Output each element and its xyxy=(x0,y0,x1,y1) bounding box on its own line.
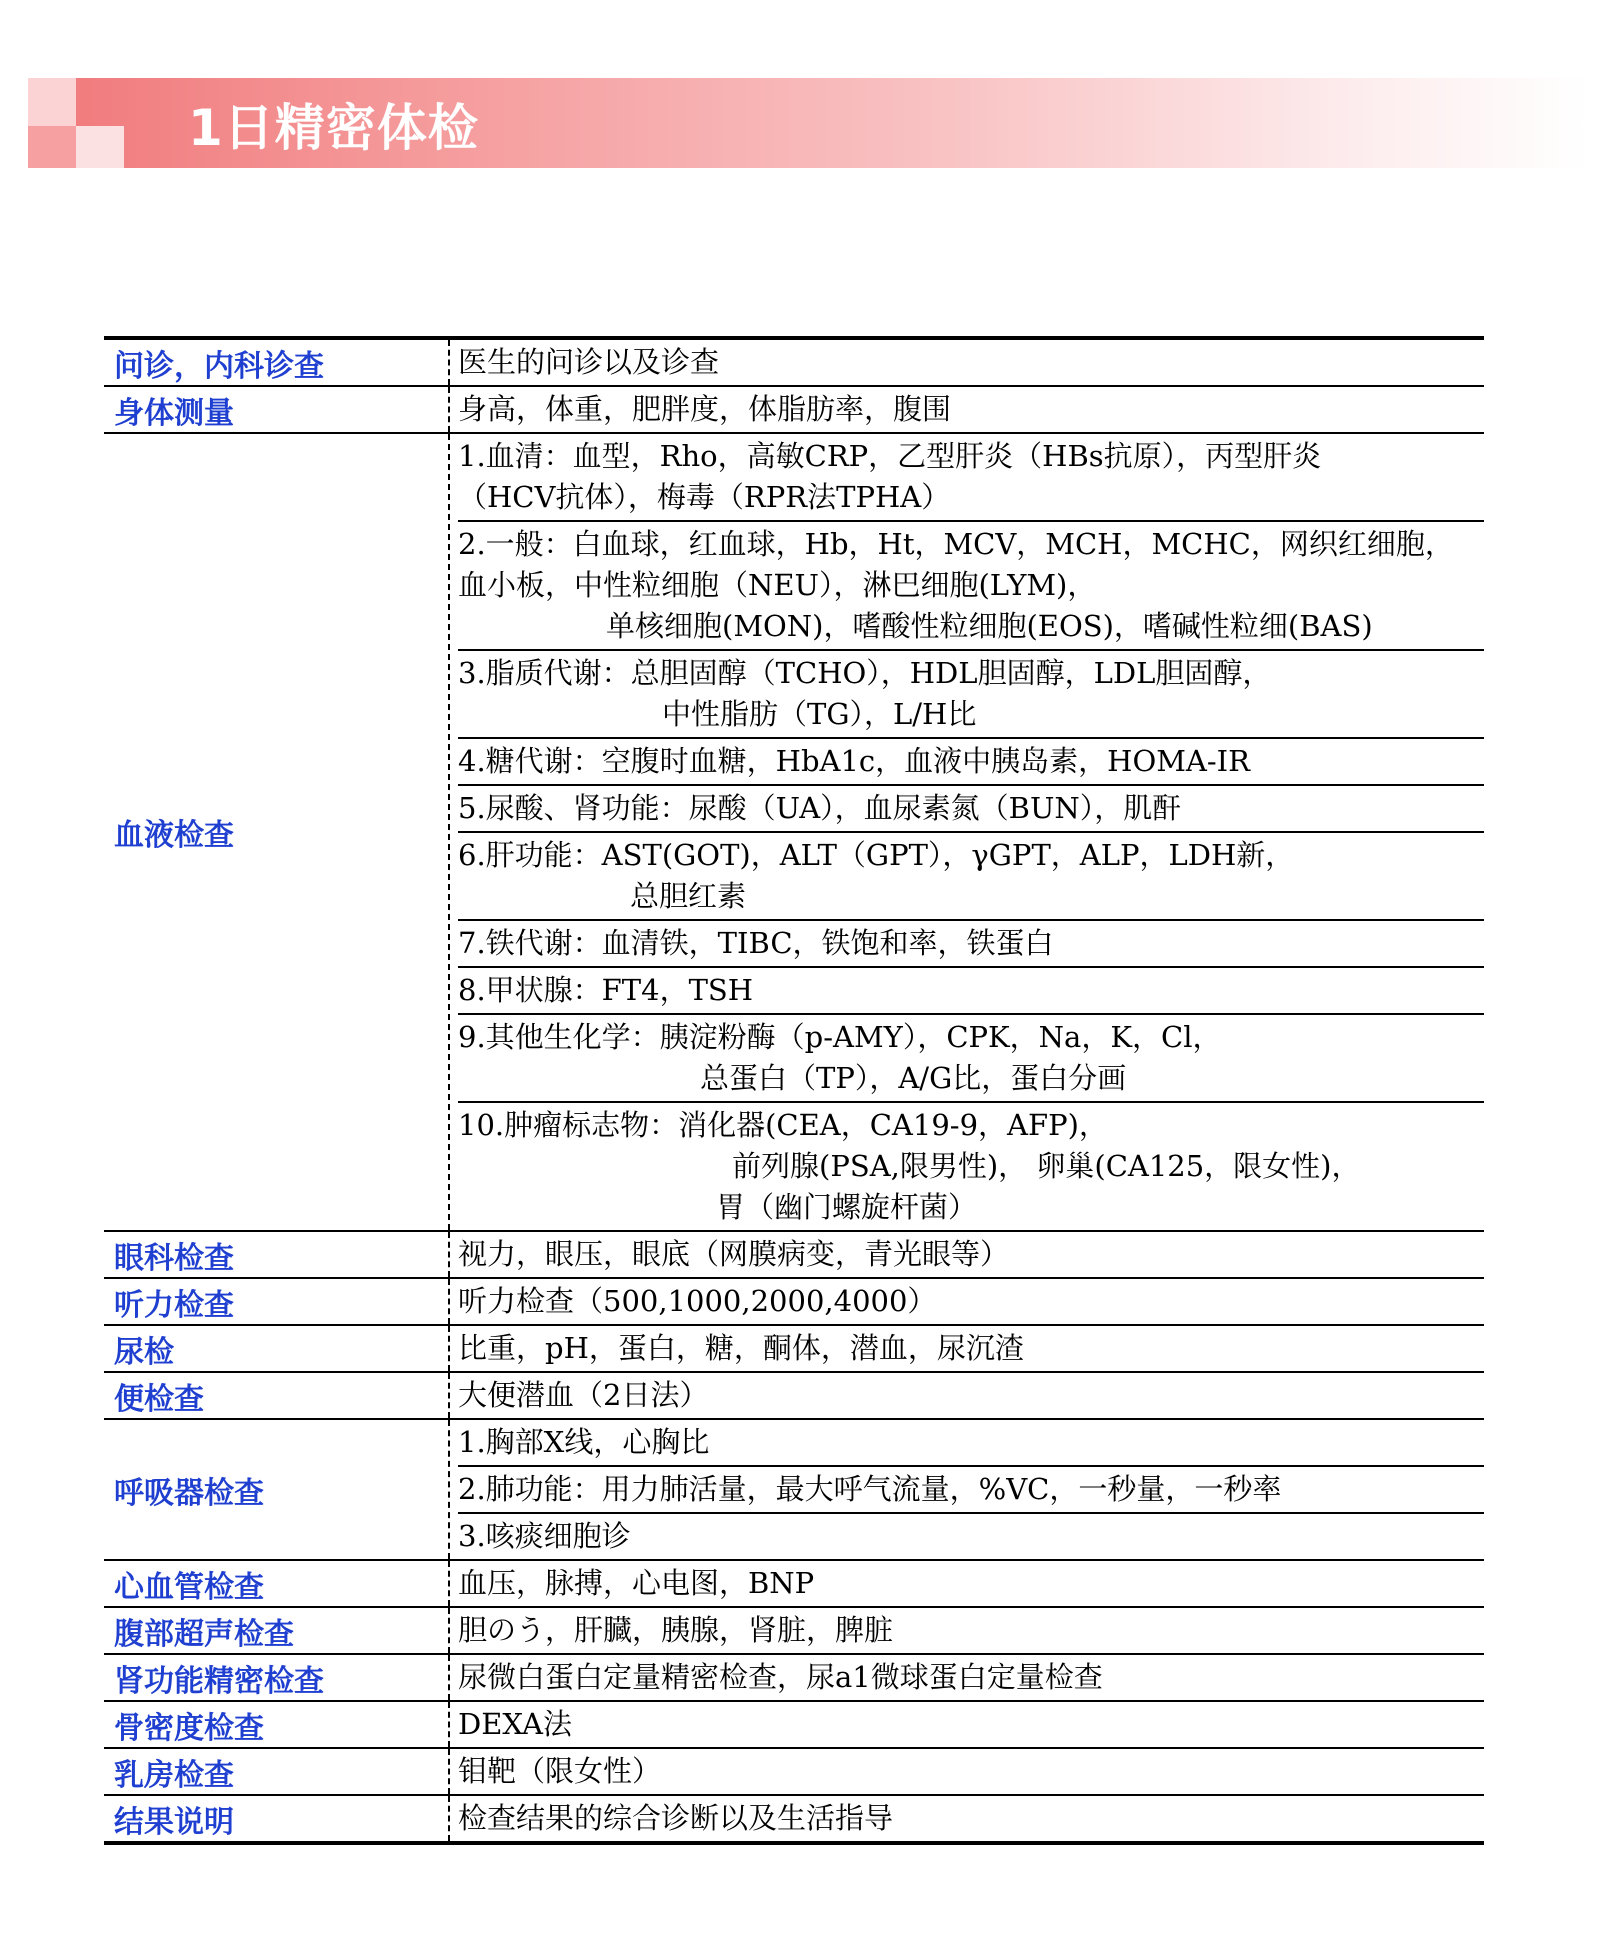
exam-item-line: 6.肝功能：AST(GOT)，ALT（GPT），γGPT，ALP，LDH新， xyxy=(458,838,1295,872)
exam-item xyxy=(458,1232,1484,1277)
banner-decoration-square xyxy=(28,126,76,168)
exam-row xyxy=(104,1325,1484,1372)
exam-item-line: 胃（幽门螺旋杆菌） xyxy=(716,1190,978,1224)
exam-item xyxy=(458,1702,1484,1747)
exam-details xyxy=(449,386,1484,433)
exam-category: 肾功能精密检查 xyxy=(104,1654,449,1701)
exam-category: 便检查 xyxy=(104,1372,449,1419)
exam-row xyxy=(104,1701,1484,1748)
banner-decoration-square xyxy=(28,78,76,126)
exam-item-line: 检查结果的综合诊断以及生活指导 xyxy=(458,1801,894,1835)
title-banner xyxy=(28,78,1588,168)
exam-item-line: 3.咳痰细胞诊 xyxy=(458,1519,631,1553)
exam-item-line: 血小板，中性粒细胞（NEU），淋巴细胞(LYM)， xyxy=(458,568,1097,602)
exam-item-line: 身高，体重，肥胖度，体脂肪率，腹围 xyxy=(458,392,952,426)
exam-category: 眼科检查 xyxy=(104,1231,449,1278)
exam-category: 尿检 xyxy=(104,1325,449,1372)
banner-decoration-square xyxy=(76,126,124,168)
exam-details xyxy=(449,1748,1484,1795)
exam-items-table xyxy=(104,336,1484,1845)
exam-item xyxy=(458,968,1484,1015)
page-title: 1日精密体检 xyxy=(188,99,479,157)
exam-item-line: 2.一般：白血球，红血球，Hb，Ht，MCV，MCH，MCHC，网织红细胞， xyxy=(458,527,1454,561)
exam-category: 听力检查 xyxy=(104,1278,449,1325)
exam-item xyxy=(458,1015,1484,1103)
exam-details xyxy=(449,1654,1484,1701)
exam-details xyxy=(449,1372,1484,1419)
exam-category: 乳房检查 xyxy=(104,1748,449,1795)
exam-details xyxy=(449,1419,1484,1560)
exam-details xyxy=(449,1560,1484,1607)
exam-item xyxy=(458,340,1484,385)
exam-item xyxy=(458,921,1484,968)
exam-category: 心血管检查 xyxy=(104,1560,449,1607)
exam-item xyxy=(458,1749,1484,1794)
exam-category: 血液检查 xyxy=(104,433,449,1231)
exam-row xyxy=(104,1419,1484,1560)
exam-row xyxy=(104,338,1484,386)
exam-item xyxy=(458,1279,1484,1324)
exam-item-line: 1.血清：血型，Rho，高敏CRP，乙型肝炎（HBs抗原），丙型肝炎 xyxy=(458,439,1322,473)
exam-item xyxy=(458,1103,1484,1230)
exam-item-line: 大便潜血（2日法） xyxy=(458,1378,709,1412)
exam-row xyxy=(104,1278,1484,1325)
exam-item xyxy=(458,1608,1484,1653)
exam-item-line: 尿微白蛋白定量精密检查，尿a1微球蛋白定量检查 xyxy=(458,1660,1103,1694)
exam-item-line: DEXA法 xyxy=(458,1707,572,1741)
exam-details xyxy=(449,1607,1484,1654)
exam-item xyxy=(458,1373,1484,1418)
exam-details xyxy=(449,1325,1484,1372)
exam-item-line: 总胆红素 xyxy=(630,879,747,913)
exam-item-line: 前列腺(PSA,限男性)， 卵巢(CA125，限女性)， xyxy=(732,1149,1361,1183)
exam-item-line: 总蛋白（TP），A/G比，蛋白分画 xyxy=(700,1061,1127,1095)
exam-item-line: 钼靶（限女性） xyxy=(458,1754,662,1788)
exam-item-line: 单核细胞(MON)，嗜酸性粒细胞(EOS)，嗜碱性粒细(BAS) xyxy=(606,609,1373,643)
exam-details xyxy=(449,338,1484,386)
exam-row xyxy=(104,1795,1484,1843)
exam-item-line: 胆のう，肝臓，胰腺，肾脏，脾脏 xyxy=(458,1613,894,1647)
exam-item xyxy=(458,387,1484,432)
exam-item-line: 视力，眼压，眼底（网膜病变，青光眼等） xyxy=(458,1237,1010,1271)
exam-item-line: 7.铁代谢：血清铁，TIBC，铁饱和率，铁蛋白 xyxy=(458,926,1054,960)
exam-category: 身体测量 xyxy=(104,386,449,433)
exam-row xyxy=(104,1654,1484,1701)
exam-details xyxy=(449,1278,1484,1325)
exam-item xyxy=(458,1420,1484,1467)
exam-category: 腹部超声检查 xyxy=(104,1607,449,1654)
exam-details xyxy=(449,433,1484,1231)
exam-category: 骨密度检查 xyxy=(104,1701,449,1748)
exam-item xyxy=(458,1561,1484,1606)
exam-item-line: 听力检查（500,1000,2000,4000） xyxy=(458,1284,937,1318)
exam-row xyxy=(104,1607,1484,1654)
exam-item-line: 3.脂质代谢：总胆固醇（TCHO），HDL胆固醇，LDL胆固醇， xyxy=(458,656,1272,690)
exam-item-line: 血压，脉搏，心电图，BNP xyxy=(458,1566,815,1600)
exam-item xyxy=(458,1326,1484,1371)
exam-row xyxy=(104,1231,1484,1278)
exam-item xyxy=(458,434,1484,522)
exam-item xyxy=(458,522,1484,651)
exam-item-line: 5.尿酸、肾功能：尿酸（UA），血尿素氮（BUN），肌酐 xyxy=(458,791,1182,825)
exam-category: 结果说明 xyxy=(104,1795,449,1843)
exam-item-line: 9.其他生化学：胰淀粉酶（p-AMY），CPK，Na，K，Cl， xyxy=(458,1020,1222,1054)
exam-item xyxy=(458,651,1484,739)
exam-item-line: （HCV抗体），梅毒（RPR法TPHA） xyxy=(458,480,951,514)
exam-row xyxy=(104,1748,1484,1795)
exam-item xyxy=(458,786,1484,833)
exam-item xyxy=(458,739,1484,786)
exam-category: 问诊，内科诊查 xyxy=(104,338,449,386)
exam-item xyxy=(458,1655,1484,1700)
exam-row xyxy=(104,1560,1484,1607)
exam-item-line: 2.肺功能：用力肺活量，最大呼气流量，%VC，一秒量，一秒率 xyxy=(458,1472,1282,1506)
exam-item-line: 8.甲状腺：FT4，TSH xyxy=(458,973,754,1007)
exam-item-line: 10.肿瘤标志物：消化器(CEA，CA19-9，AFP)， xyxy=(458,1108,1108,1142)
exam-row xyxy=(104,1372,1484,1419)
exam-category: 呼吸器检查 xyxy=(104,1419,449,1560)
exam-details xyxy=(449,1231,1484,1278)
exam-item xyxy=(458,1796,1484,1841)
exam-item-line: 中性脂肪（TG），L/H比 xyxy=(662,697,977,731)
exam-item-line: 1.胸部X线，心胸比 xyxy=(458,1425,710,1459)
exam-item xyxy=(458,1467,1484,1514)
exam-item xyxy=(458,1514,1484,1559)
exam-row xyxy=(104,386,1484,433)
exam-item xyxy=(458,833,1484,921)
exam-item-line: 医生的问诊以及诊查 xyxy=(458,345,720,379)
exam-details xyxy=(449,1795,1484,1843)
exam-item-line: 4.糖代谢：空腹时血糖，HbA1c，血液中胰岛素，HOMA-IR xyxy=(458,744,1250,778)
exam-item-line: 比重，pH，蛋白，糖，酮体，潜血，尿沉渣 xyxy=(458,1331,1024,1365)
exam-details xyxy=(449,1701,1484,1748)
exam-row xyxy=(104,433,1484,1231)
